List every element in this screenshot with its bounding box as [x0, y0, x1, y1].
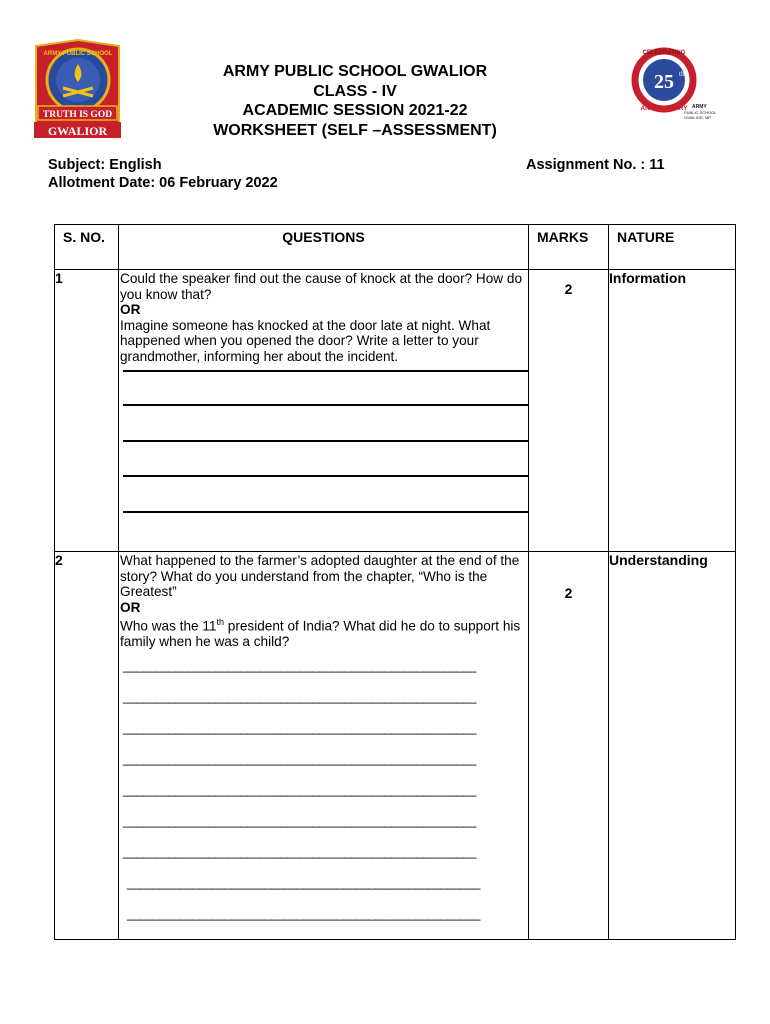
worksheet-table [54, 224, 736, 940]
table-row [55, 552, 736, 940]
answer-line[interactable] [123, 440, 528, 442]
answer-line[interactable]: ______________________________________________________ [123, 688, 476, 704]
svg-text:ANNIVERSARY: ANNIVERSARY [640, 105, 688, 112]
table-row [55, 270, 736, 552]
marks-cell: 2 [529, 270, 609, 552]
header-questions: QUESTIONS [119, 225, 529, 270]
or-label: OR [120, 599, 141, 615]
svg-text:th: th [679, 70, 685, 78]
svg-text:GWALIOR: GWALIOR [47, 124, 108, 138]
question-cell [119, 270, 529, 552]
answer-lines [119, 364, 528, 514]
answer-line[interactable]: ______________________________________________________ [123, 812, 476, 828]
answer-line[interactable] [123, 370, 528, 372]
document-header [150, 62, 560, 140]
class-title: CLASS - IV [313, 82, 397, 100]
answer-line[interactable] [123, 475, 528, 477]
answer-line[interactable]: ______________________________________________________ [123, 657, 476, 673]
marks-cell: 2 [529, 552, 609, 940]
answer-line[interactable]: ______________________________________________________ [127, 874, 480, 890]
svg-text:PUBLIC SCHOOL: PUBLIC SCHOOL [684, 110, 717, 115]
svg-text:ARMY: ARMY [692, 104, 707, 110]
question-alt-text: Who was the 11th president of India? What did he do to support his family when he was a child? [120, 617, 521, 650]
answer-lines [119, 658, 528, 937]
answer-line[interactable]: ______________________________________________________ [123, 750, 476, 766]
header-nature: NATURE [609, 225, 736, 270]
or-label: OR [120, 302, 141, 317]
assignment-number: Assignment No. : 11 [526, 157, 665, 173]
answer-line[interactable]: ______________________________________________________ [127, 905, 480, 921]
nature-cell: Understanding [609, 552, 736, 940]
question-text: What happened to the farmer’s adopted daughter at the end of the story? What do you understand from the chapter, “Who is the Greatest” [120, 553, 520, 599]
row-number: 2 [55, 552, 119, 940]
question-alt-text: Imagine someone has knocked at the door late at night. What happened when you opened the door? Write a letter to your grandmother, informing her about the incident. [120, 317, 491, 364]
answer-line[interactable]: ______________________________________________________ [123, 843, 476, 859]
svg-text:25: 25 [654, 71, 674, 93]
svg-text:GWALIOR, MP: GWALIOR, MP [684, 115, 711, 120]
school-name: ARMY PUBLIC SCHOOL GWALIOR [222, 63, 488, 80]
row-number: 1 [55, 270, 119, 552]
session-title: ACADEMIC SESSION 2021-22 [242, 102, 468, 119]
header-marks: MARKS [529, 225, 609, 270]
answer-line[interactable]: ______________________________________________________ [123, 719, 476, 735]
answer-line[interactable]: ______________________________________________________ [123, 781, 476, 797]
anniversary-logo [626, 46, 717, 126]
svg-text:ARMY PUBLIC SCHOOL: ARMY PUBLIC SCHOOL [43, 51, 113, 57]
school-crest-logo [30, 38, 125, 140]
allotment-date: Allotment Date: 06 February 2022 [48, 175, 278, 191]
worksheet-title: WORKSHEET (SELF –ASSESSMENT) [213, 121, 497, 139]
subject-label: Subject: English [48, 157, 162, 173]
question-cell [119, 552, 529, 940]
svg-text:CELEBRATING: CELEBRATING [642, 50, 686, 56]
answer-line[interactable] [123, 511, 528, 513]
table-header-row [55, 225, 736, 270]
header-sno: S. NO. [55, 225, 119, 270]
question-text: Could the speaker find out the cause of knock at the door? How do you know that? [120, 271, 523, 302]
nature-cell: Information [609, 270, 736, 552]
svg-text:TRUTH IS GOD: TRUTH IS GOD [42, 110, 113, 120]
answer-line[interactable] [123, 404, 528, 406]
